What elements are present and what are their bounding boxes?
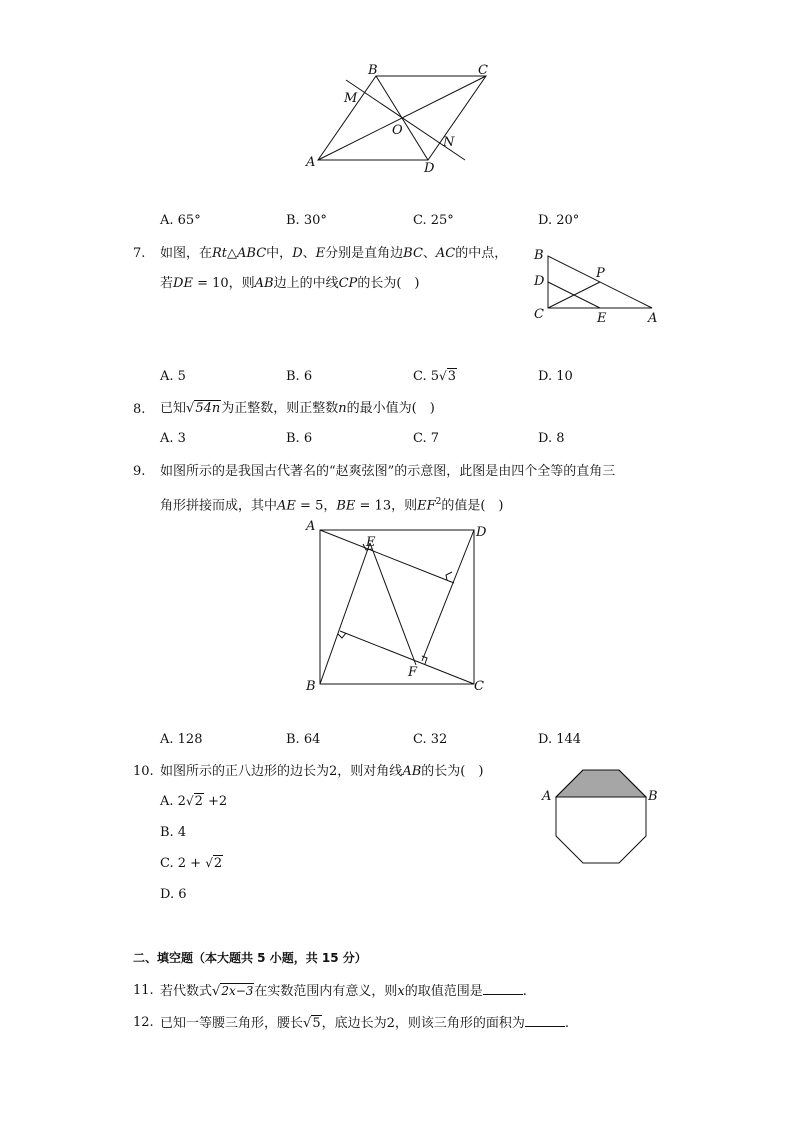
q9-number: 9.: [133, 464, 146, 479]
segment-cf: [340, 631, 474, 684]
outer-square: [320, 530, 474, 684]
label-a: A: [542, 789, 552, 804]
label-m: M: [344, 91, 358, 106]
q7-option-a[interactable]: A. 5: [160, 369, 186, 384]
q11-number: 11.: [133, 983, 154, 998]
label-c: C: [534, 307, 544, 322]
segment-be: [320, 543, 370, 684]
label-n: N: [443, 135, 455, 150]
segment-df: [422, 530, 474, 661]
q9-option-a[interactable]: A. 128: [160, 732, 203, 747]
q6-option-a[interactable]: A. 65°: [160, 213, 201, 228]
label-b: B: [368, 63, 378, 78]
q12-answer-blank[interactable]: [525, 1014, 565, 1027]
q11-answer-blank[interactable]: [483, 982, 523, 995]
label-c: C: [478, 63, 488, 78]
label-b: B: [648, 789, 658, 804]
label-b: B: [306, 679, 316, 694]
q6-option-b[interactable]: B. 30°: [286, 213, 327, 228]
q7-option-b[interactable]: B. 6: [286, 369, 313, 384]
q8-number: 8.: [133, 402, 146, 417]
q9-option-b[interactable]: B. 64: [286, 732, 321, 747]
q12-stem: 已知一等腰三角形，腰长√5，底边长为2，则该三角形的面积为 .: [160, 1016, 570, 1031]
label-d: D: [476, 525, 487, 540]
q6-option-d[interactable]: D. 20°: [538, 213, 580, 228]
q10-option-a[interactable]: A. 2√2 +2: [160, 794, 228, 809]
q8-option-c[interactable]: C. 7: [413, 431, 440, 446]
q10-option-c[interactable]: C. 2 + √2: [160, 856, 223, 871]
label-f: F: [408, 665, 418, 680]
q9-option-c[interactable]: C. 32: [413, 732, 448, 747]
q7-option-c[interactable]: C. 5√3: [413, 369, 456, 384]
q7-line2: 若DE = 10，则AB边上的中线CP的长为( ): [160, 276, 420, 291]
q8-option-a[interactable]: A. 3: [160, 431, 186, 446]
q9-line2: 角形拼接而成，其中AE = 5，BE = 13，则$EF^2$的值是( ): [160, 497, 504, 514]
label-p: P: [596, 266, 605, 281]
q8-option-b[interactable]: B. 6: [286, 431, 313, 446]
label-a: A: [306, 155, 316, 170]
label-e: E: [366, 535, 376, 550]
figure-right-triangle: [530, 244, 664, 328]
q7-number: 7.: [133, 246, 146, 261]
q10-option-d[interactable]: D. 6: [160, 887, 187, 902]
segment-ae-extended: [320, 530, 454, 583]
label-b: B: [534, 248, 544, 263]
segment-ef: [370, 543, 416, 665]
q10-option-b[interactable]: B. 4: [160, 825, 187, 840]
q8-option-d[interactable]: D. 8: [538, 431, 565, 446]
label-a: A: [648, 311, 658, 326]
q9-line1: 如图所示的是我国古代著名的“赵爽弦图”的示意图，此图是由四个全等的直角三: [160, 464, 616, 479]
q10-number: 10.: [133, 764, 154, 779]
label-d: D: [424, 161, 435, 176]
q6-option-c[interactable]: C. 25°: [413, 213, 454, 228]
q8-stem: 已知√54n为正整数，则正整数n的最小值为( ): [160, 401, 435, 416]
label-c: C: [474, 679, 484, 694]
figure-zhao-shuang-square: [300, 514, 500, 696]
section-2-heading: 二、填空题（本大题共 5 小题，共 15 分）: [133, 951, 367, 965]
q12-number: 12.: [133, 1015, 154, 1030]
figure-regular-octagon: [538, 760, 662, 870]
label-e: E: [597, 311, 607, 326]
q10-stem: 如图所示的正八边形的边长为2，则对角线AB的长为( ): [160, 764, 484, 779]
label-a: A: [306, 519, 316, 534]
q9-option-d[interactable]: D. 144: [538, 732, 582, 747]
q7-line1: 如图，在Rt△ABC中，D、E分别是直角边BC、AC的中点，: [160, 246, 508, 261]
label-d: D: [534, 274, 545, 289]
figure-parallelogram: [300, 60, 488, 180]
right-angle-mark-left: [338, 633, 346, 638]
label-o: O: [392, 123, 403, 138]
q7-option-d[interactable]: D. 10: [538, 369, 573, 384]
q11-stem: 若代数式√2x−3在实数范围内有意义，则x的取值范围是 .: [160, 984, 527, 999]
right-angle-mark-top: [446, 572, 452, 580]
